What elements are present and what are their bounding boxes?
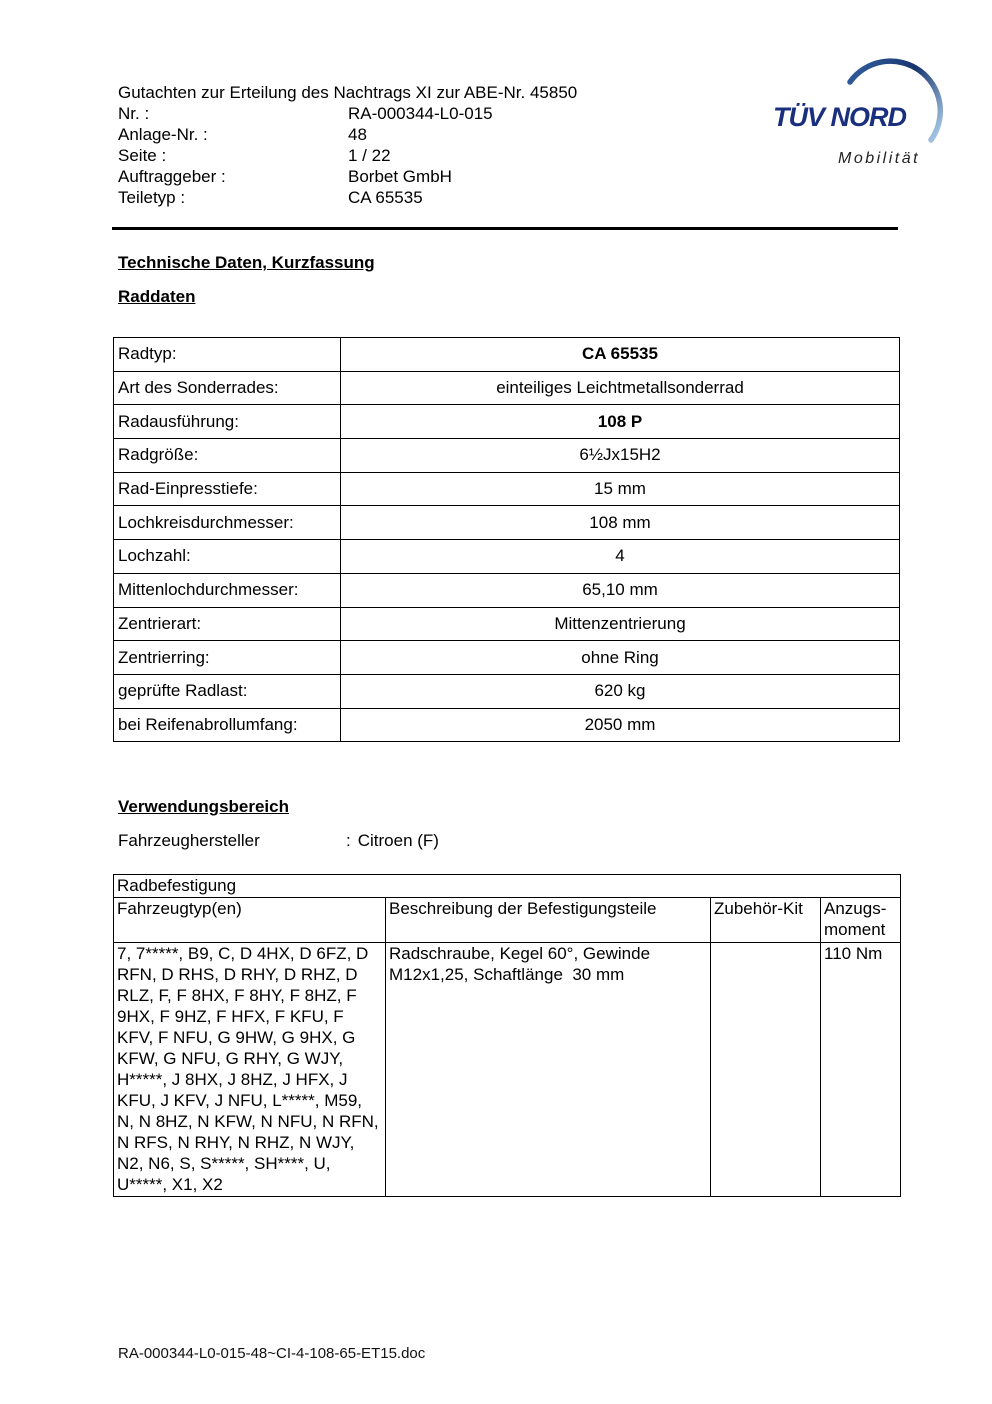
cell-beschreibung: Radschraube, Kegel 60°, Gewinde M12x1,25, Schaftlänge 30 mm (386, 943, 711, 1197)
radbefestigung-data-row (114, 943, 901, 1197)
raddaten-value: CA 65535 (341, 338, 900, 372)
raddaten-value: 6½Jx15H2 (341, 439, 900, 473)
cell-zubehoer-kit (711, 943, 821, 1197)
radbefestigung-caption-row (114, 875, 901, 898)
raddaten-label: Radausführung: (114, 405, 341, 439)
raddaten-label: geprüfte Radlast: (114, 674, 341, 708)
raddaten-row (114, 540, 900, 574)
radbefestigung-table (113, 874, 901, 1197)
cell-fahrzeugtypen: 7, 7*****, B9, C, D 4HX, D 6FZ, D RFN, D RHS, D RHY, D RHZ, D RLZ, F, F 8HX, F 8HY, F 8HZ, F 9HX, F 9HZ, F HFX, F KFU, F KFV, F NFU, G 9HW, G 9HX, G KFW, G NFU, G RHY, G WJY, H*****, J 8HX, J 8HZ, J HFX, J KFU, J KFV, J NFU, L*****, M59, N, N 8HZ, N KFW, N NFU, N RFN, N RFS, N RHY, N RHZ, N WJY, N2, N6, S, S*****, SH****, U, U*****, X1, X2 (114, 943, 386, 1197)
raddaten-label: Mittenlochdurchmesser: (114, 573, 341, 607)
raddaten-row (114, 472, 900, 506)
raddaten-row (114, 405, 900, 439)
raddaten-value: 108 mm (341, 506, 900, 540)
raddaten-row (114, 506, 900, 540)
radbefestigung-caption: Radbefestigung (114, 875, 901, 898)
field-label: Seite : (118, 146, 167, 165)
field-label: Teiletyp : (118, 188, 186, 207)
raddaten-label: Lochkreisdurchmesser: (114, 506, 341, 540)
cell-anzugsmoment: 110 Nm (821, 943, 901, 1197)
doc-title: Gutachten zur Erteilung des Nachtrags XI zur ABE-Nr. 45850 (118, 83, 578, 102)
raddaten-row (114, 338, 900, 372)
radbefestigung-header-cell: Anzugs-moment (821, 898, 901, 943)
raddaten-label: Lochzahl: (114, 540, 341, 574)
doc-header (118, 82, 577, 208)
field-value: RA-000344-L0-015 (348, 104, 493, 123)
radbefestigung-header-cell: Fahrzeugtyp(en) (114, 898, 386, 943)
doc-header-field (118, 187, 577, 208)
manufacturer-value: Citroen (F) (357, 831, 439, 850)
field-value: CA 65535 (348, 188, 423, 207)
field-value: 48 (348, 125, 367, 144)
raddaten-row (114, 641, 900, 675)
raddaten-label: bei Reifenabrollumfang: (114, 708, 341, 742)
field-value: Borbet GmbH (348, 167, 452, 186)
doc-header-field (118, 124, 577, 145)
doc-header-field (118, 103, 577, 124)
field-label: Auftraggeber : (118, 167, 226, 186)
doc-header-fields (118, 103, 577, 208)
raddaten-row (114, 439, 900, 473)
raddaten-value: 108 P (341, 405, 900, 439)
raddaten-row (114, 708, 900, 742)
raddaten-value: 15 mm (341, 472, 900, 506)
logo-tagline-text: Mobilität (838, 150, 921, 167)
raddaten-table (113, 337, 900, 742)
raddaten-value: einteiliges Leichtmetallsonderrad (341, 371, 900, 405)
raddaten-value: 4 (341, 540, 900, 574)
raddaten-label: Zentrierart: (114, 607, 341, 641)
raddaten-row (114, 573, 900, 607)
raddaten-value: 620 kg (341, 674, 900, 708)
radbefestigung-header-row (114, 898, 901, 943)
raddaten-label: Zentrierring: (114, 641, 341, 675)
manufacturer-row (118, 830, 439, 851)
raddaten-row (114, 371, 900, 405)
section-title-technische-daten: Technische Daten, Kurzfassung (118, 253, 375, 272)
field-value: 1 / 22 (348, 146, 391, 165)
manufacturer-label: Fahrzeughersteller (118, 831, 260, 850)
tuev-nord-logo (745, 45, 960, 185)
radbefestigung-header-cell: Beschreibung der Befestigungsteile (386, 898, 711, 943)
raddaten-label: Rad-Einpresstiefe: (114, 472, 341, 506)
raddaten-value: 65,10 mm (341, 573, 900, 607)
logo-brand-text: TÜV NORD (773, 102, 906, 132)
raddaten-label: Radtyp: (114, 338, 341, 372)
raddaten-row (114, 607, 900, 641)
raddaten-value: Mittenzentrierung (341, 607, 900, 641)
doc-header-field (118, 145, 577, 166)
raddaten-label: Radgröße: (114, 439, 341, 473)
raddaten-value: ohne Ring (341, 641, 900, 675)
manufacturer-separator: : (346, 831, 351, 850)
footer-filename: RA-000344-L0-015-48~CI-4-108-65-ET15.doc (118, 1345, 426, 1362)
header-divider (112, 227, 898, 230)
doc-header-field (118, 166, 577, 187)
section-title-raddaten: Raddaten (118, 287, 196, 306)
raddaten-row (114, 674, 900, 708)
radbefestigung-header-cell: Zubehör-Kit (711, 898, 821, 943)
section-title-verwendungsbereich: Verwendungsbereich (118, 797, 289, 816)
field-label: Anlage-Nr. : (118, 125, 208, 144)
raddaten-value: 2050 mm (341, 708, 900, 742)
raddaten-label: Art des Sonderrades: (114, 371, 341, 405)
field-label: Nr. : (118, 104, 150, 123)
